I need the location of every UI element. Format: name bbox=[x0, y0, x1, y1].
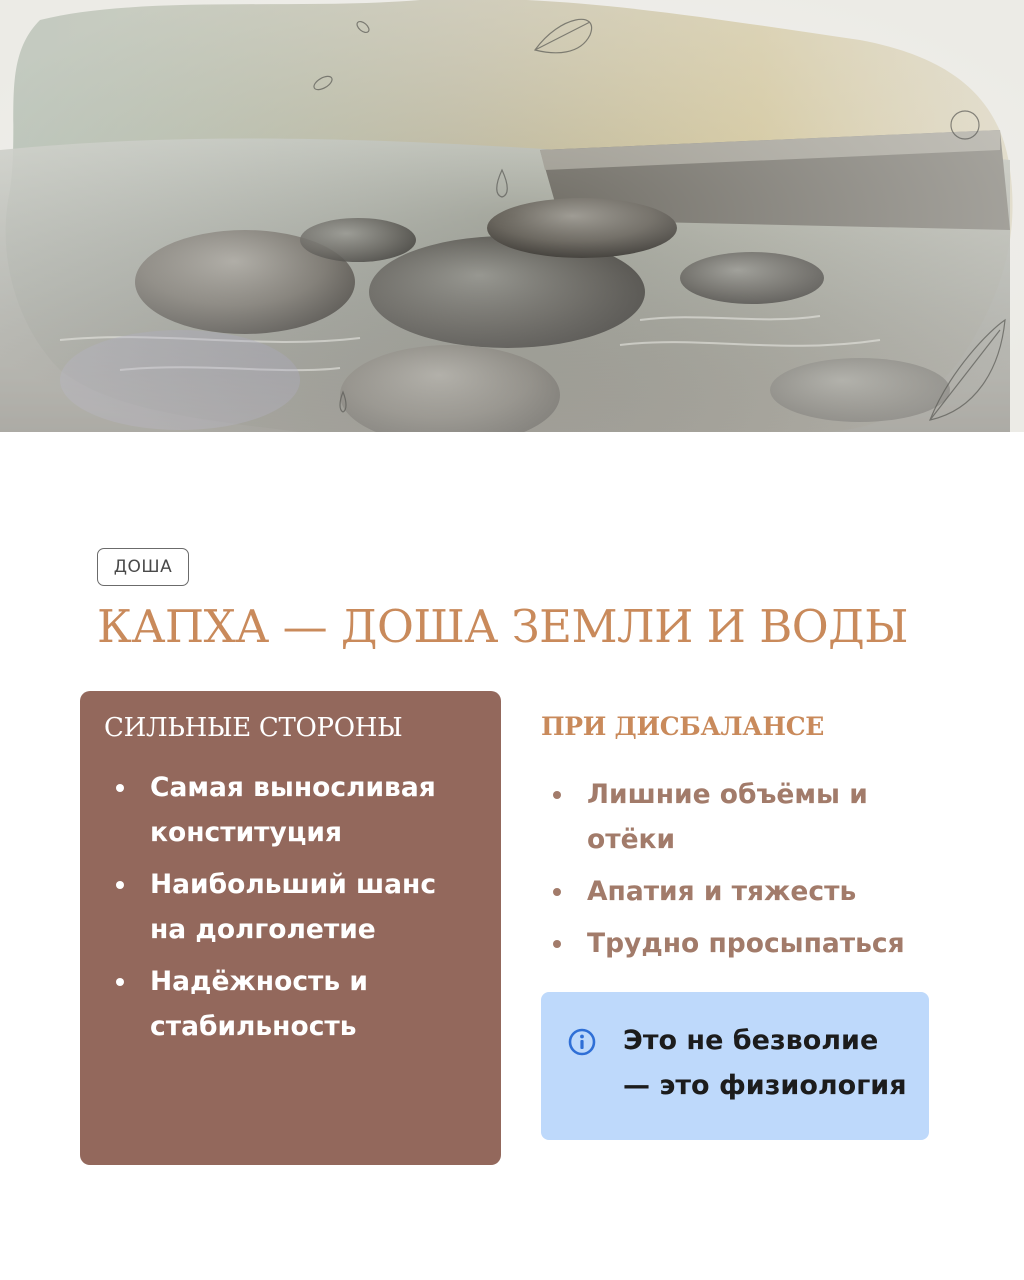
list-item-line: стабильность bbox=[150, 1011, 357, 1042]
list-item-line: Трудно просыпаться bbox=[587, 928, 905, 959]
list-item bbox=[541, 869, 961, 914]
imbalance-list bbox=[541, 772, 961, 973]
page-title: КАПХА — ДОША ЗЕМЛИ И ВОДЫ bbox=[97, 600, 909, 653]
list-item-line: отёки bbox=[587, 824, 676, 855]
strengths-heading: СИЛЬНЫЕ СТОРОНЫ bbox=[104, 713, 403, 743]
list-item-line: Наибольший шанс bbox=[150, 869, 437, 900]
list-item-line: Самая выносливая bbox=[150, 772, 436, 803]
list-item bbox=[104, 959, 484, 1049]
hero-image bbox=[0, 0, 1024, 432]
info-note bbox=[541, 992, 929, 1140]
list-item bbox=[541, 921, 961, 966]
note-line: Это не безволие bbox=[623, 1025, 879, 1056]
imbalance-heading: ПРИ ДИСБАЛАНСЕ bbox=[541, 712, 825, 741]
list-item-line: Лишние объёмы и bbox=[587, 779, 868, 810]
list-item bbox=[104, 765, 484, 855]
category-tag-label: ДОША bbox=[113, 557, 173, 577]
note-line: — это физиология bbox=[623, 1070, 907, 1101]
strengths-list bbox=[104, 765, 484, 1056]
list-item bbox=[104, 862, 484, 952]
list-item bbox=[541, 772, 961, 862]
strengths-card bbox=[80, 691, 501, 1165]
river-stones-illustration bbox=[0, 0, 1024, 432]
category-tag bbox=[97, 548, 189, 586]
info-icon bbox=[567, 1027, 597, 1057]
list-item-line: Апатия и тяжесть bbox=[587, 876, 857, 907]
list-item-line: на долголетие bbox=[150, 914, 376, 945]
list-item-line: конституция bbox=[150, 817, 342, 848]
note-text bbox=[623, 1018, 923, 1108]
list-item-line: Надёжность и bbox=[150, 966, 368, 997]
